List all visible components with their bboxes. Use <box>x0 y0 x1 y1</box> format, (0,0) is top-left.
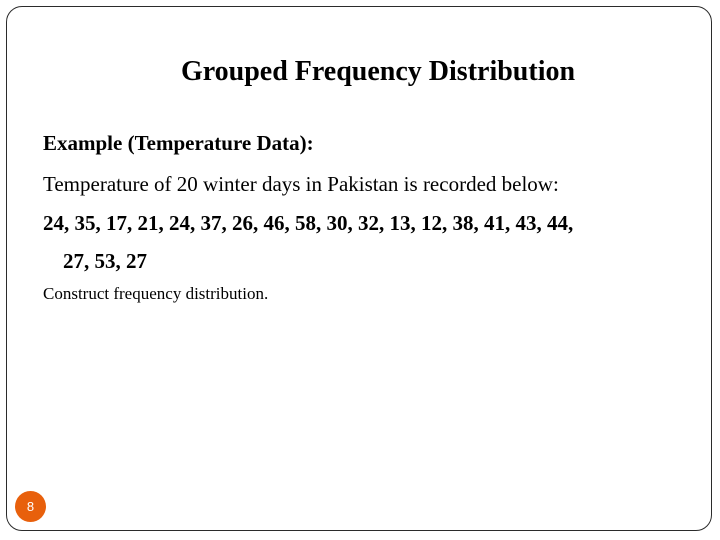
temperature-data-line-1: 24, 35, 17, 21, 24, 37, 26, 46, 58, 30, 32, 13, 12, 38, 41, 43, 44, <box>43 211 574 235</box>
page-number-badge <box>15 491 46 522</box>
temperature-data-line-2: 27, 53, 27 <box>63 249 147 273</box>
example-subheading: Example (Temperature Data): <box>43 131 314 155</box>
task-instruction: Construct frequency distribution. <box>43 284 269 303</box>
slide-title: Grouped Frequency Distribution <box>180 56 576 87</box>
page-number: 8 <box>26 499 35 514</box>
intro-text: Temperature of 20 winter days in Pakistan is recorded below: <box>43 172 559 196</box>
